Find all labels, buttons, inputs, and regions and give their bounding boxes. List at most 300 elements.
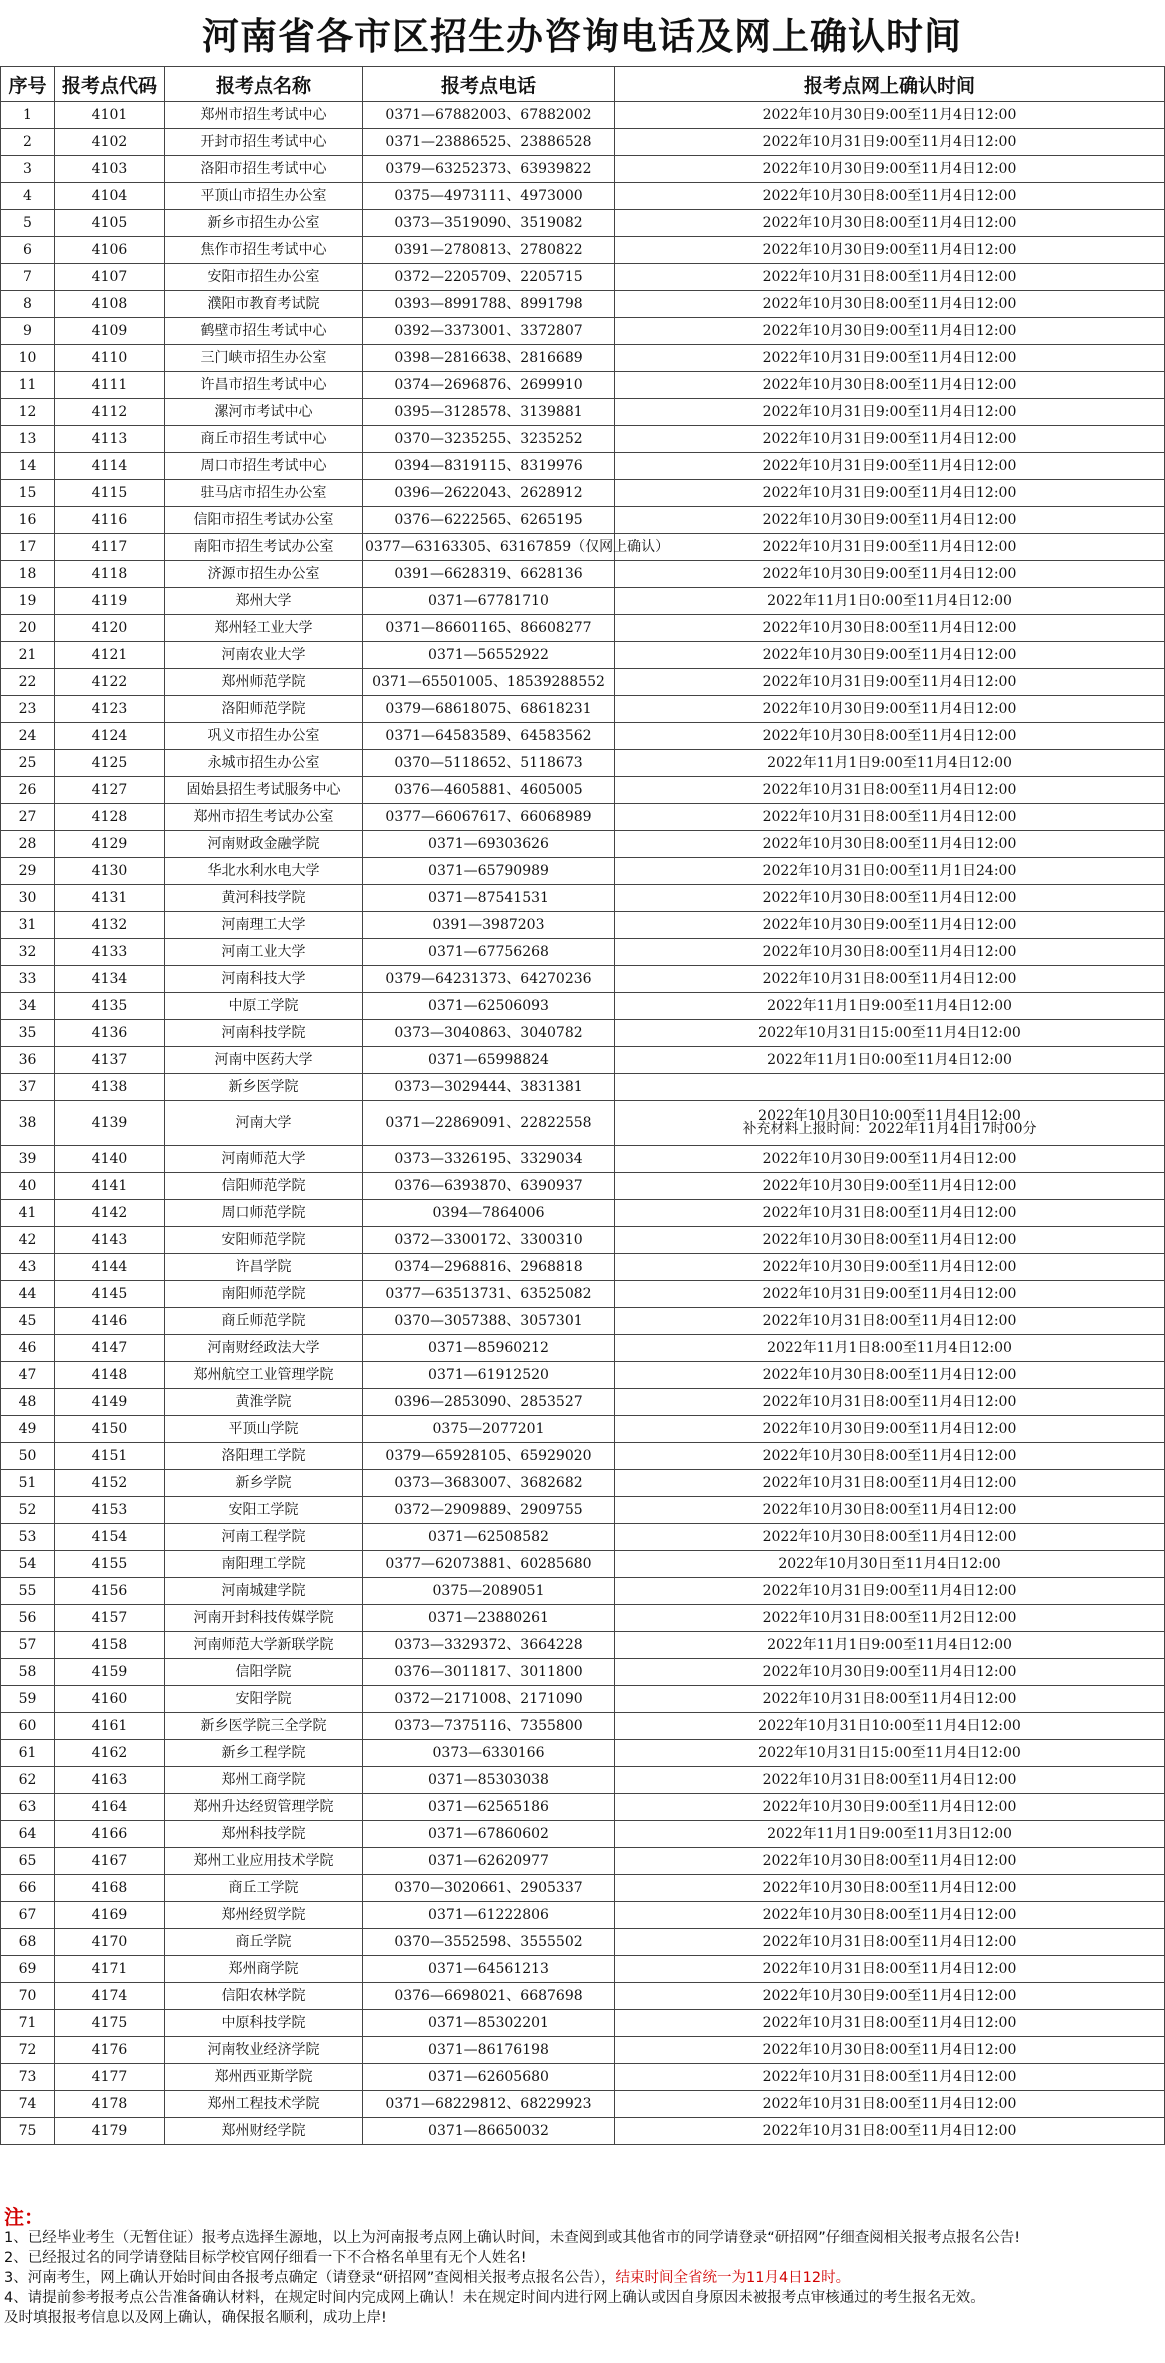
row-code: 4138 [55, 1074, 165, 1101]
row-index: 42 [1, 1227, 55, 1254]
row-name: 河南财政金融学院 [165, 831, 363, 858]
row-code: 4156 [55, 1578, 165, 1605]
row-code: 4101 [55, 102, 165, 129]
row-phone: 0379—64231373、64270236 [363, 966, 615, 993]
row-code: 4117 [55, 534, 165, 561]
row-index: 71 [1, 2010, 55, 2037]
row-code: 4105 [55, 210, 165, 237]
row-phone: 0370—5118652、5118673 [363, 750, 615, 777]
table-row [1, 1713, 1165, 1740]
header-index: 序号 [1, 67, 55, 102]
row-phone: 0379—63252373、63939822 [363, 156, 615, 183]
row-code: 4153 [55, 1497, 165, 1524]
table-row [1, 1821, 1165, 1848]
row-name: 河南农业大学 [165, 642, 363, 669]
row-name: 信阳农林学院 [165, 1983, 363, 2010]
row-phone: 0375—2077201 [363, 1416, 615, 1443]
header-time: 报考点网上确认时间 [615, 67, 1165, 102]
row-index: 18 [1, 561, 55, 588]
row-name: 新乡医学院三全学院 [165, 1713, 363, 1740]
row-time: 2022年10月30日9:00至11月4日12:00 [615, 1983, 1165, 2010]
table-row [1, 1848, 1165, 1875]
row-time: 2022年10月31日9:00至11月4日12:00 [615, 453, 1165, 480]
row-time: 2022年10月31日8:00至11月4日12:00 [615, 1767, 1165, 1794]
row-name: 固始县招生考试服务中心 [165, 777, 363, 804]
row-code: 4131 [55, 885, 165, 912]
table-row [1, 2037, 1165, 2064]
row-time: 2022年10月30日8:00至11月4日12:00 [615, 1362, 1165, 1389]
row-code: 4114 [55, 453, 165, 480]
row-time: 2022年10月30日8:00至11月4日12:00 [615, 1848, 1165, 1875]
table-row [1, 534, 1165, 561]
row-time: 2022年10月31日8:00至11月4日12:00 [615, 1929, 1165, 1956]
row-name: 济源市招生办公室 [165, 561, 363, 588]
row-time: 2022年11月1日8:00至11月4日12:00 [615, 1335, 1165, 1362]
table-row [1, 1254, 1165, 1281]
row-index: 67 [1, 1902, 55, 1929]
table-row [1, 588, 1165, 615]
table-header-row [1, 67, 1165, 102]
row-name: 永城市招生办公室 [165, 750, 363, 777]
row-code: 4130 [55, 858, 165, 885]
row-time: 2022年10月31日9:00至11月4日12:00 [615, 1281, 1165, 1308]
row-time: 2022年10月30日9:00至11月4日12:00 [615, 561, 1165, 588]
row-time: 2022年11月1日0:00至11月4日12:00 [615, 1047, 1165, 1074]
row-index: 25 [1, 750, 55, 777]
row-time: 2022年10月31日8:00至11月4日12:00 [615, 1200, 1165, 1227]
row-code: 4111 [55, 372, 165, 399]
row-code: 4171 [55, 1956, 165, 1983]
row-time: 2022年10月31日8:00至11月4日12:00 [615, 1956, 1165, 1983]
row-code: 4124 [55, 723, 165, 750]
row-name: 中原科技学院 [165, 2010, 363, 2037]
row-index: 55 [1, 1578, 55, 1605]
row-time: 2022年10月31日9:00至11月4日12:00 [615, 129, 1165, 156]
row-time: 2022年10月30日8:00至11月4日12:00 [615, 2037, 1165, 2064]
row-time: 2022年10月31日8:00至11月4日12:00 [615, 1308, 1165, 1335]
row-name: 郑州大学 [165, 588, 363, 615]
row-phone: 0377—63513731、63525082 [363, 1281, 615, 1308]
row-name: 河南科技学院 [165, 1020, 363, 1047]
row-code: 4158 [55, 1632, 165, 1659]
row-index: 12 [1, 399, 55, 426]
row-name: 驻马店市招生办公室 [165, 480, 363, 507]
row-index: 50 [1, 1443, 55, 1470]
row-phone: 0371—61912520 [363, 1362, 615, 1389]
row-code: 4116 [55, 507, 165, 534]
row-phone: 0377—63163305、63167859（仅网上确认） [363, 534, 615, 561]
row-time: 2022年10月31日8:00至11月4日12:00 [615, 2064, 1165, 2091]
row-time: 2022年10月30日8:00至11月4日12:00 [615, 1902, 1165, 1929]
row-time: 2022年10月31日9:00至11月4日12:00 [615, 426, 1165, 453]
notes-section [0, 2200, 1164, 2363]
row-index: 46 [1, 1335, 55, 1362]
row-name: 河南开封科技传媒学院 [165, 1605, 363, 1632]
row-time: 2022年10月31日9:00至11月4日12:00 [615, 534, 1165, 561]
row-index: 43 [1, 1254, 55, 1281]
row-phone: 0372—2171008、2171090 [363, 1686, 615, 1713]
row-time: 2022年10月30日9:00至11月4日12:00 [615, 318, 1165, 345]
note-line-3-text: 3、河南考生，网上确认开始时间由各报考点确定（请登录“研招网”查阅相关报考点报名公告）， [4, 2270, 616, 2286]
row-index: 7 [1, 264, 55, 291]
row-time: 2022年10月30日9:00至11月4日12:00 [615, 912, 1165, 939]
confirmation-table [0, 66, 1165, 2145]
row-index: 34 [1, 993, 55, 1020]
row-time: 2022年10月30日8:00至11月4日12:00 [615, 210, 1165, 237]
row-name: 焦作市招生考试中心 [165, 237, 363, 264]
table-row [1, 1416, 1165, 1443]
row-index: 47 [1, 1362, 55, 1389]
row-code: 4176 [55, 2037, 165, 2064]
row-name: 河南师范大学 [165, 1146, 363, 1173]
row-time: 2022年10月30日8:00至11月4日12:00 [615, 831, 1165, 858]
row-time: 2022年10月30日9:00至11月4日12:00 [615, 1659, 1165, 1686]
row-name: 漯河市考试中心 [165, 399, 363, 426]
row-time: 2022年10月30日8:00至11月4日12:00 [615, 939, 1165, 966]
table-row [1, 426, 1165, 453]
table-row [1, 723, 1165, 750]
row-name: 郑州工业应用技术学院 [165, 1848, 363, 1875]
row-phone: 0371—62506093 [363, 993, 615, 1020]
row-phone: 0379—68618075、68618231 [363, 696, 615, 723]
table-row [1, 885, 1165, 912]
table-row [1, 1389, 1165, 1416]
row-name: 郑州工程技术学院 [165, 2091, 363, 2118]
row-time: 2022年10月30日9:00至11月4日12:00 [615, 1146, 1165, 1173]
row-phone: 0371—67860602 [363, 1821, 615, 1848]
row-index: 62 [1, 1767, 55, 1794]
row-phone: 0391—2780813、2780822 [363, 237, 615, 264]
note-line-3 [4, 2268, 1164, 2288]
row-code: 4141 [55, 1173, 165, 1200]
row-code: 4174 [55, 1983, 165, 2010]
row-index: 4 [1, 183, 55, 210]
row-code: 4136 [55, 1020, 165, 1047]
row-code: 4121 [55, 642, 165, 669]
row-code: 4102 [55, 129, 165, 156]
table-row [1, 1362, 1165, 1389]
row-index: 1 [1, 102, 55, 129]
table-row [1, 561, 1165, 588]
row-phone: 0371—67882003、67882002 [363, 102, 615, 129]
row-name: 信阳师范学院 [165, 1173, 363, 1200]
row-phone: 0371—62508582 [363, 1524, 615, 1551]
row-phone: 0372—2205709、2205715 [363, 264, 615, 291]
row-time: 2022年10月30日9:00至11月4日12:00 [615, 102, 1165, 129]
row-name: 河南财经政法大学 [165, 1335, 363, 1362]
row-name: 南阳市招生考试办公室 [165, 534, 363, 561]
row-time: 2022年10月30日9:00至11月4日12:00 [615, 1254, 1165, 1281]
row-index: 68 [1, 1929, 55, 1956]
table-row [1, 1020, 1165, 1047]
page-title: 河南省各市区招生办咨询电话及网上确认时间 [202, 15, 962, 58]
row-name: 郑州市招生考试办公室 [165, 804, 363, 831]
row-phone: 0372—3300172、3300310 [363, 1227, 615, 1254]
table-row [1, 480, 1165, 507]
row-code: 4175 [55, 2010, 165, 2037]
row-phone: 0376—3011817、3011800 [363, 1659, 615, 1686]
row-phone: 0373—3326195、3329034 [363, 1146, 615, 1173]
row-name: 河南城建学院 [165, 1578, 363, 1605]
row-name: 郑州航空工业管理学院 [165, 1362, 363, 1389]
row-time-line: 2022年10月30日10:00至11月4日12:00 [758, 1108, 1021, 1124]
row-phone: 0370—3020661、2905337 [363, 1875, 615, 1902]
row-index: 70 [1, 1983, 55, 2010]
table-row [1, 1308, 1165, 1335]
table-row [1, 1659, 1165, 1686]
table-row [1, 345, 1165, 372]
row-index: 28 [1, 831, 55, 858]
note-line-1: 1、已经毕业考生（无暂住证）报考点选择生源地，以上为河南报考点网上确认时间，未查阅到或其他省市的同学请登录“研招网”仔细查阅相关报考点报名公告! [4, 2230, 1021, 2246]
note-line-4: 4、请提前参考报考点公告准备确认材料，在规定时间内完成网上确认！未在规定时间内进行网上确认或因自身原因未被报考点审核通过的考生报名无效。 [4, 2290, 985, 2306]
row-code: 4129 [55, 831, 165, 858]
row-phone: 0371—56552922 [363, 642, 615, 669]
row-time: 2022年10月30日9:00至11月4日12:00 [615, 237, 1165, 264]
row-time: 2022年10月31日8:00至11月2日12:00 [615, 1605, 1165, 1632]
table-row [1, 1173, 1165, 1200]
row-code: 4118 [55, 561, 165, 588]
row-time: 2022年10月30日8:00至11月4日12:00 [615, 1875, 1165, 1902]
row-index: 69 [1, 1956, 55, 1983]
row-phone: 0371—64583589、64583562 [363, 723, 615, 750]
row-phone: 0377—66067617、66068989 [363, 804, 615, 831]
table-row [1, 291, 1165, 318]
table-row [1, 1497, 1165, 1524]
row-phone: 0371—86650032 [363, 2118, 615, 2145]
row-phone: 0371—65790989 [363, 858, 615, 885]
row-phone: 0377—62073881、60285680 [363, 1551, 615, 1578]
table-row [1, 2010, 1165, 2037]
row-code: 4179 [55, 2118, 165, 2145]
row-code: 4112 [55, 399, 165, 426]
row-phone: 0395—3128578、3139881 [363, 399, 615, 426]
row-name: 新乡市招生办公室 [165, 210, 363, 237]
row-name: 河南工业大学 [165, 939, 363, 966]
row-index: 13 [1, 426, 55, 453]
row-index: 61 [1, 1740, 55, 1767]
row-code: 4169 [55, 1902, 165, 1929]
row-code: 4150 [55, 1416, 165, 1443]
table-row [1, 1227, 1165, 1254]
row-name: 郑州市招生考试中心 [165, 102, 363, 129]
row-name: 郑州工商学院 [165, 1767, 363, 1794]
table-row [1, 1794, 1165, 1821]
table-row [1, 1902, 1165, 1929]
table-row [1, 1443, 1165, 1470]
row-code: 4134 [55, 966, 165, 993]
row-index: 40 [1, 1173, 55, 1200]
row-name: 信阳学院 [165, 1659, 363, 1686]
row-index: 58 [1, 1659, 55, 1686]
row-phone: 0373—3040863、3040782 [363, 1020, 615, 1047]
row-time: 2022年10月31日15:00至11月4日12:00 [615, 1740, 1165, 1767]
row-time: 2022年10月31日9:00至11月4日12:00 [615, 1578, 1165, 1605]
table-row [1, 1146, 1165, 1173]
row-phone: 0371—64561213 [363, 1956, 615, 1983]
row-name: 郑州轻工业大学 [165, 615, 363, 642]
row-phone: 0373—3683007、3682682 [363, 1470, 615, 1497]
row-code: 4103 [55, 156, 165, 183]
row-name: 洛阳市招生考试中心 [165, 156, 363, 183]
row-index: 14 [1, 453, 55, 480]
row-name: 河南中医药大学 [165, 1047, 363, 1074]
row-time: 2022年11月1日9:00至11月4日12:00 [615, 750, 1165, 777]
table-row [1, 1983, 1165, 2010]
table-row [1, 1767, 1165, 1794]
row-code: 4110 [55, 345, 165, 372]
row-index: 39 [1, 1146, 55, 1173]
row-index: 6 [1, 237, 55, 264]
row-index: 51 [1, 1470, 55, 1497]
row-index: 22 [1, 669, 55, 696]
row-code: 4167 [55, 1848, 165, 1875]
row-time: 2022年11月1日9:00至11月3日12:00 [615, 1821, 1165, 1848]
row-name: 黄河科技学院 [165, 885, 363, 912]
row-name: 周口市招生考试中心 [165, 453, 363, 480]
row-phone: 0371—65998824 [363, 1047, 615, 1074]
row-phone: 0373—7375116、7355800 [363, 1713, 615, 1740]
row-index: 36 [1, 1047, 55, 1074]
row-index: 44 [1, 1281, 55, 1308]
row-name: 河南科技大学 [165, 966, 363, 993]
row-phone: 0371—23880261 [363, 1605, 615, 1632]
row-time: 2022年10月31日8:00至11月4日12:00 [615, 966, 1165, 993]
table-row [1, 642, 1165, 669]
row-code: 4120 [55, 615, 165, 642]
row-index: 15 [1, 480, 55, 507]
row-name: 河南理工大学 [165, 912, 363, 939]
row-index: 53 [1, 1524, 55, 1551]
row-index: 3 [1, 156, 55, 183]
row-phone: 0371—85302201 [363, 2010, 615, 2037]
row-code: 4163 [55, 1767, 165, 1794]
row-index: 20 [1, 615, 55, 642]
row-name: 南阳理工学院 [165, 1551, 363, 1578]
table-row [1, 156, 1165, 183]
row-time: 2022年10月31日10:00至11月4日12:00 [615, 1713, 1165, 1740]
row-code: 4135 [55, 993, 165, 1020]
row-name: 河南牧业经济学院 [165, 2037, 363, 2064]
row-time: 2022年10月31日8:00至11月4日12:00 [615, 2010, 1165, 2037]
table-row [1, 1200, 1165, 1227]
row-name: 商丘学院 [165, 1929, 363, 1956]
row-name: 河南大学 [165, 1101, 363, 1146]
row-code: 4125 [55, 750, 165, 777]
table-row [1, 1101, 1165, 1146]
row-phone: 0396—2622043、2628912 [363, 480, 615, 507]
row-time: 2022年10月31日9:00至11月4日12:00 [615, 399, 1165, 426]
row-code: 4177 [55, 2064, 165, 2091]
table-row [1, 237, 1165, 264]
row-index: 35 [1, 1020, 55, 1047]
row-index: 10 [1, 345, 55, 372]
row-name: 三门峡市招生办公室 [165, 345, 363, 372]
row-time: 2022年10月30日8:00至11月4日12:00 [615, 291, 1165, 318]
row-phone: 0371—23886525、23886528 [363, 129, 615, 156]
table-row [1, 1929, 1165, 1956]
table-row [1, 750, 1165, 777]
row-code: 4133 [55, 939, 165, 966]
row-time: 2022年10月30日8:00至11月4日12:00 [615, 372, 1165, 399]
row-index: 45 [1, 1308, 55, 1335]
row-phone: 0370—3235255、3235252 [363, 426, 615, 453]
row-phone: 0371—67756268 [363, 939, 615, 966]
row-index: 17 [1, 534, 55, 561]
row-name: 新乡工程学院 [165, 1740, 363, 1767]
row-name: 华北水利水电大学 [165, 858, 363, 885]
row-phone: 0373—3519090、3519082 [363, 210, 615, 237]
row-name: 郑州科技学院 [165, 1821, 363, 1848]
row-time: 2022年10月30日8:00至11月4日12:00 [615, 885, 1165, 912]
row-code: 4152 [55, 1470, 165, 1497]
row-phone: 0371—86601165、86608277 [363, 615, 615, 642]
row-time: 2022年10月30日至11月4日12:00 [615, 1551, 1165, 1578]
row-code: 4159 [55, 1659, 165, 1686]
row-code: 4157 [55, 1605, 165, 1632]
row-name: 南阳师范学院 [165, 1281, 363, 1308]
row-name: 许昌学院 [165, 1254, 363, 1281]
row-phone: 0372—2909889、2909755 [363, 1497, 615, 1524]
table-row [1, 1875, 1165, 1902]
row-name: 洛阳理工学院 [165, 1443, 363, 1470]
row-index: 9 [1, 318, 55, 345]
row-index: 26 [1, 777, 55, 804]
row-time: 2022年10月30日8:00至11月4日12:00 [615, 1227, 1165, 1254]
row-time: 2022年10月31日8:00至11月4日12:00 [615, 2118, 1165, 2145]
row-phone: 0371—87541531 [363, 885, 615, 912]
row-index: 74 [1, 2091, 55, 2118]
row-time: 2022年10月31日8:00至11月4日12:00 [615, 2091, 1165, 2118]
table-row [1, 1524, 1165, 1551]
row-code: 4148 [55, 1362, 165, 1389]
row-index: 8 [1, 291, 55, 318]
row-name: 新乡医学院 [165, 1074, 363, 1101]
row-index: 27 [1, 804, 55, 831]
table-row [1, 453, 1165, 480]
row-phone: 0371—62620977 [363, 1848, 615, 1875]
note-line-2: 2、已经报过名的同学请登陆目标学校官网仔细看一下不合格名单里有无个人姓名! [4, 2250, 527, 2266]
row-phone: 0371—69303626 [363, 831, 615, 858]
note-line-3-highlight: 结束时间全省统一为11月4日12时。 [615, 2270, 851, 2286]
row-phone: 0370—3057388、3057301 [363, 1308, 615, 1335]
row-time: 2022年10月30日9:00至11月4日12:00 [615, 156, 1165, 183]
table-row [1, 507, 1165, 534]
note-line-5: 及时填报报考信息以及网上确认，确保报名顺利，成功上岸! [4, 2310, 387, 2326]
row-name: 开封市招生考试中心 [165, 129, 363, 156]
row-phone: 0376—6222565、6265195 [363, 507, 615, 534]
table-row [1, 912, 1165, 939]
row-phone: 0371—86176198 [363, 2037, 615, 2064]
row-phone: 0379—65928105、65929020 [363, 1443, 615, 1470]
row-time: 2022年10月31日9:00至11月4日12:00 [615, 345, 1165, 372]
row-code: 4113 [55, 426, 165, 453]
row-time: 2022年10月30日9:00至11月4日12:00 [615, 642, 1165, 669]
row-time: 2022年10月31日8:00至11月4日12:00 [615, 804, 1165, 831]
row-phone: 0371—61222806 [363, 1902, 615, 1929]
row-phone: 0393—8991788、8991798 [363, 291, 615, 318]
row-index: 2 [1, 129, 55, 156]
row-phone: 0373—3029444、3831381 [363, 1074, 615, 1101]
row-code: 4107 [55, 264, 165, 291]
row-code: 4104 [55, 183, 165, 210]
row-code: 4108 [55, 291, 165, 318]
table-row [1, 2118, 1165, 2145]
row-index: 38 [1, 1101, 55, 1146]
row-index: 48 [1, 1389, 55, 1416]
row-phone: 0371—62565186 [363, 1794, 615, 1821]
row-index: 56 [1, 1605, 55, 1632]
row-name: 平顶山市招生办公室 [165, 183, 363, 210]
